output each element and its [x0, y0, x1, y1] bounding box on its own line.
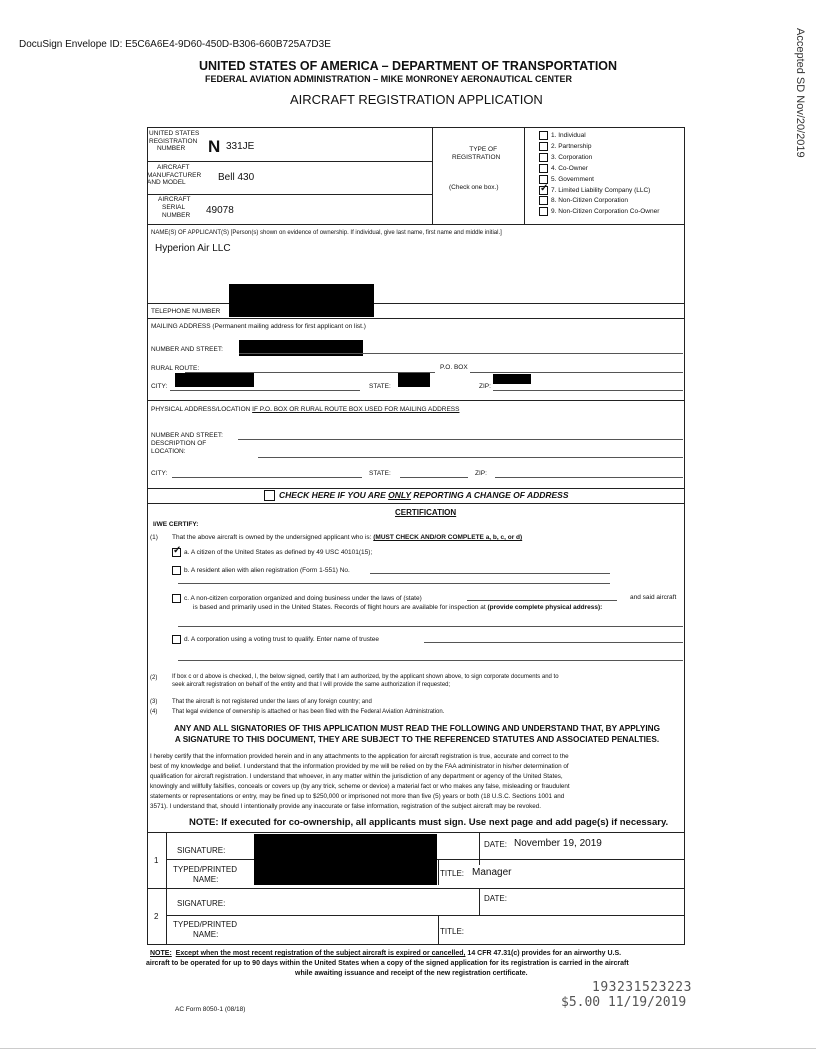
item-3-number: (3) — [150, 699, 158, 705]
item-4-text: That legal evidence of ownership is attached or has been filed with the Federal Aviation Administration. — [172, 709, 445, 715]
zip-redacted — [493, 374, 531, 384]
signatory-1-name-label: TYPED/PRINTED NAME: — [173, 865, 238, 884]
po-box-label: P.O. BOX — [440, 364, 468, 371]
applicant-name[interactable]: Hyperion Air LLC — [155, 243, 231, 254]
citizen-option: a. A citizen of the United States as defined by 49 USC 40101(15); — [184, 549, 373, 556]
signatory-2-number: 2 — [154, 912, 159, 921]
make-model[interactable]: Bell 430 — [218, 172, 255, 183]
registration-type-checkbox[interactable] — [539, 142, 548, 151]
registration-type-option-label: 8. Non-Citizen Corporation — [551, 197, 628, 204]
physical-state-label: STATE: — [369, 470, 391, 477]
form-title: AIRCRAFT REGISTRATION APPLICATION — [290, 92, 543, 107]
signatory-2-name-label: TYPED/PRINTED NAME: — [173, 920, 238, 939]
mailing-zip-label: ZIP: — [479, 383, 491, 390]
agency-title: UNITED STATES OF AMERICA – DEPARTMENT OF TRANSPORTATION — [199, 59, 618, 73]
item-3-text: That the aircraft is not registered under the laws of any foreign country; and — [172, 699, 372, 705]
mailing-street-label: NUMBER AND STREET: — [151, 346, 223, 353]
mailing-address-label: MAILING ADDRESS (Permanent mailing address for first applicant on list.) — [151, 323, 366, 330]
acceptance-stamp: Accepted SD Nov/20/2019 — [794, 28, 806, 158]
resident-alien-checkbox[interactable] — [172, 566, 181, 575]
envelope-id: DocuSign Envelope ID: E5C6A6E4-9D60-450D-B306-660B725A7D3E — [19, 39, 331, 50]
registration-type-option-label: 5. Government — [551, 176, 594, 183]
serial-label: AIRCRAFT SERIAL NUMBER — [158, 196, 191, 219]
resident-alien-option: b. A resident alien with alien registration (Form 1-551) No. — [184, 567, 350, 574]
registration-type-checkbox[interactable] — [539, 131, 548, 140]
signatory-1-signature-label: SIGNATURE: — [177, 846, 226, 855]
serial-number[interactable]: 49078 — [206, 205, 234, 216]
co-ownership-note: NOTE: If executed for co-ownership, all applicants must sign. Use next page and add page(s) if necessary. — [189, 817, 669, 828]
signatory-1-title[interactable]: Manager — [472, 867, 512, 878]
signatory-2-signature-label: SIGNATURE: — [177, 899, 226, 908]
registration-type-option-label: 9. Non-Citizen Corporation Co-Owner — [551, 208, 660, 215]
registration-type-option-label: 3. Corporation — [551, 154, 593, 161]
item-4-number: (4) — [150, 709, 158, 715]
item-1-number: (1) — [150, 534, 158, 541]
signatory-1-redacted — [254, 834, 437, 885]
registration-type-checkbox[interactable] — [539, 164, 548, 173]
signatory-1-title-label: TITLE: — [440, 869, 465, 878]
penalty-warning: ANY AND ALL SIGNATORIES OF THIS APPLICATION MUST READ THE FOLLOWING AND UNDERSTAND THAT, BY APPLYING A SIGNATURE TO THIS DOCUMENT, THEY ARE SUBJECT TO THE REFERENCED STATUTES AND ASSOCIATED PENALTIES. — [174, 724, 660, 744]
registration-type-checkbox[interactable] — [539, 207, 548, 216]
registration-type-option-label: 1. Individual — [551, 132, 586, 139]
reg-number-label: UNITED STATES REGISTRATION NUMBER — [149, 130, 200, 152]
we-certify-label: I/WE CERTIFY: — [153, 521, 199, 528]
item-2-number: (2) — [150, 675, 158, 681]
registration-type-checkbox[interactable] — [539, 196, 548, 205]
legal-statement: I hereby certify that the information provided herein and in any attachments to the application for aircraft registration is true, accurate and correct to the best of my knowledge and belief. I understand that the information provided by me will be relied on by the FAA administrator in his/her determination of qualification for aircraft registration. I understand that whoever, in any matter within the jurisdiction of any department or agency of the United States, knowingly and willfully falsifies, conceals or covers up (by any trick, scheme or device) a material fact or who makes any false, misleading or fraudulent statements or representations or entry, may be fined up to $250,000 or imprisoned not more than five (5) years or both (18 U.S.C. Sections 1001 and 3571). I understand that, should I intentionally provide any inaccurate or false information, registration of the subject aircraft may be revoked. — [150, 753, 570, 810]
registration-type-checkbox[interactable] — [539, 153, 548, 162]
physical-city-label: CITY: — [151, 470, 168, 477]
signatory-1-date-label: DATE: — [484, 840, 507, 849]
non-citizen-corp-tail: and said aircraft — [630, 594, 677, 601]
n-prefix: N — [208, 137, 221, 156]
city-redacted — [175, 373, 254, 387]
manufacturer-label: AIRCRAFT MANUFACTURER AND MODEL — [147, 164, 202, 186]
registration-type-checkbox[interactable] — [539, 186, 548, 195]
voting-trust-checkbox[interactable] — [172, 635, 181, 644]
receipt-number-stamp: 193231523223 — [592, 980, 692, 995]
mailing-state-label: STATE: — [369, 383, 391, 390]
rural-route-label: RURAL ROUTE: — [151, 365, 200, 372]
change-of-address-checkbox[interactable] — [264, 490, 275, 501]
non-citizen-corp-text-2: is based and primarily used in the United States. Records of flight hours are available for inspection at (provide complete physical address): — [193, 604, 603, 611]
operation-note: NOTE: Except when the most recent registration of the subject aircraft is expired or cancelled, 14 CFR 47.31(c) provides for an airworthy U.S. aircraft to be operated for up to 90 days within the United States when a copy of the signed application for its registration is carried in the aircraft while awaiting issuance and receipt of the new registration certificate. — [146, 950, 629, 977]
physical-address-label: PHYSICAL ADDRESS/LOCATION IF P.O. BOX OR RURAL ROUTE BOX USED FOR MAILING ADDRESS — [151, 406, 460, 413]
fee-date-stamp: $5.00 11/19/2019 — [561, 995, 687, 1010]
voting-trust-option: d. A corporation using a voting trust to qualify. Enter name of trustee — [184, 636, 379, 643]
signatory-1-date[interactable]: November 19, 2019 — [514, 838, 602, 849]
check-one-note: (Check one box.) — [449, 184, 499, 191]
physical-zip-label: ZIP: — [475, 470, 487, 477]
registration-number[interactable]: 331JE — [226, 141, 255, 152]
signatory-2-title-label: TITLE: — [440, 927, 465, 936]
non-citizen-corp-checkbox[interactable] — [172, 594, 181, 603]
applicant-names-label: NAME(S) OF APPLICANT(S) [Person(s) shown on evidence of ownership. If individual, give last name, first name and middle initial.] — [151, 230, 502, 236]
registration-type-option-label: 7. Limited Liability Company (LLC) — [551, 187, 651, 194]
telephone-redacted — [229, 284, 374, 317]
state-redacted — [398, 373, 430, 387]
registration-type-option-label: 4. Co-Owner — [551, 165, 588, 172]
agency-subtitle: FEDERAL AVIATION ADMINISTRATION – MIKE MONRONEY AERONAUTICAL CENTER — [205, 74, 573, 84]
registration-type-label: TYPE OF REGISTRATION — [452, 146, 501, 161]
registration-type-option-label: 2. Partnership — [551, 143, 592, 150]
physical-street-label: NUMBER AND STREET: — [151, 432, 223, 439]
citizen-checkbox[interactable] — [172, 548, 181, 557]
mailing-city-label: CITY: — [151, 383, 168, 390]
telephone-label: TELEPHONE NUMBER — [151, 308, 221, 315]
non-citizen-corp-option: c. A non-citizen corporation organized and doing business under the laws of (state) — [184, 595, 422, 602]
certification-heading: CERTIFICATION — [395, 508, 457, 517]
item-1-text: That the above aircraft is owned by the undersigned applicant who is: (MUST CHECK AND/OR COMPLETE a, b, c, or d) — [172, 534, 523, 541]
signatory-1-number: 1 — [154, 856, 159, 865]
form-number: AC Form 8050-1 (08/18) — [175, 1006, 246, 1013]
item-2-text: If box c or d above is checked, I, the below signed, certify that I am authorized, by the applicant shown above, to sign corporate documents and to seek aircraft registration on behalf of the entity and that I will provide the same authorization if requested; — [172, 674, 559, 688]
change-of-address-label: CHECK HERE IF YOU ARE ONLY REPORTING A CHANGE OF ADDRESS — [279, 490, 569, 500]
signatory-2-date-label: DATE: — [484, 894, 507, 903]
location-description-label: DESCRIPTION OF LOCATION: — [151, 440, 207, 455]
